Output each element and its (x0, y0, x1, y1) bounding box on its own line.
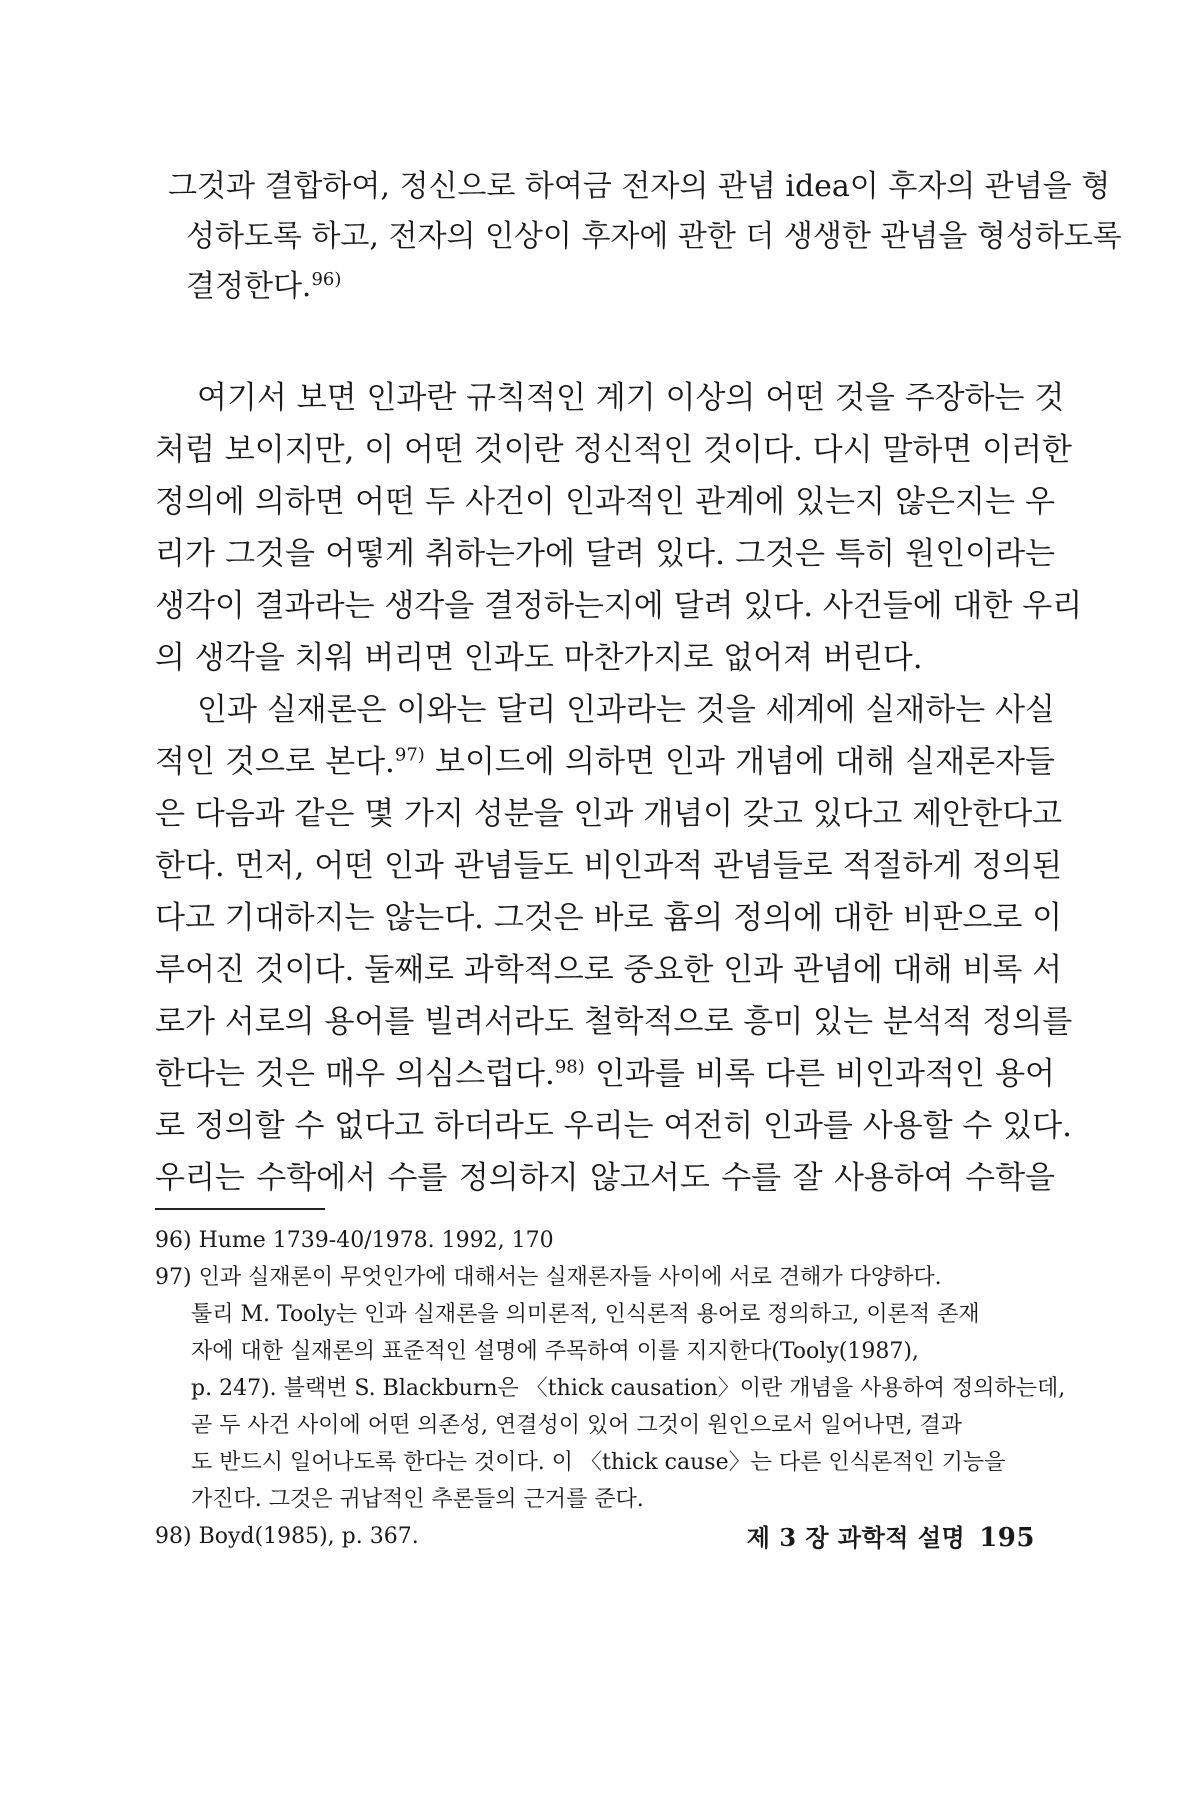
footnote-line: p. 247). 블랙번 S. Blackburn은 〈thick causation〉이란 개념을 사용하여 정의하는데, (191, 1376, 1066, 1401)
page-number: 195 (979, 1523, 1035, 1553)
body-line: 우리는 수학에서 수를 정의하지 않고서도 수를 잘 사용하여 수학을 (155, 1160, 1055, 1196)
body-line: 여기서 보면 인과란 규칙적인 계기 이상의 어떤 것을 주장하는 것 (197, 380, 1065, 416)
body-text-segment: 인과를 비록 다른 비인과적인 용어 (584, 1056, 1055, 1092)
body-line: 한다. 먼저, 어떤 인과 관념들도 비인과적 관념들로 적절하게 정의된 (155, 848, 1063, 884)
body-text-segment: 적인 것으로 본다. (155, 744, 395, 780)
footnote-97 (155, 1259, 1066, 1518)
quote-line (168, 262, 1048, 312)
body-line: 처럼 보이지만, 이 어떤 것이란 정신적인 것이다. 다시 말하면 이러한 (155, 432, 1072, 468)
footnote-line: 가진다. 그것은 귀납적인 추론들의 근거를 준다. (191, 1487, 644, 1512)
body-line (155, 1048, 1055, 1100)
footnote-number: 96) (155, 1228, 192, 1253)
footnote-ref-96[interactable]: 96) (311, 269, 342, 290)
quote-line: 그것과 결합하여, 정신으로 하여금 전자의 관념 idea이 후자의 관념을 형 (168, 169, 1111, 204)
footnote-line (155, 1222, 1055, 1259)
footnote-text: Boyd(1985), p. 367. (198, 1524, 419, 1549)
footnote-divider (155, 1208, 325, 1210)
footnote-line: 곧 두 사건 사이에 어떤 의존성, 연결성이 있어 그것이 원인으로서 일어나면, 결과 (191, 1413, 962, 1438)
block-quote (168, 162, 1122, 312)
footnote-line (155, 1259, 1055, 1296)
body-line: 루어진 것이다. 둘째로 과학적으로 중요한 인과 관념에 대해 비록 서 (155, 952, 1063, 988)
body-line: 정의에 의하면 어떤 두 사건이 인과적인 관계에 있는지 않은지는 우 (155, 484, 1055, 520)
body-line: 다고 기대하지는 않는다. 그것은 바로 흄의 정의에 대한 비판으로 이 (155, 900, 1063, 936)
body-line: 의 생각을 치워 버리면 인과도 마찬가지로 없어져 버린다. (155, 640, 923, 676)
footnote-text: Hume 1739-40/1978. 1992, 170 (198, 1228, 554, 1253)
footnote-ref-97[interactable]: 97) (394, 744, 425, 766)
body-line: 생각이 결과라는 생각을 결정하는지에 달려 있다. 사건들에 대한 우리 (155, 588, 1083, 624)
footnote-line: 자에 대한 실재론의 표준적인 설명에 주목하여 이를 지지한다(Tooly(1987), (191, 1339, 919, 1364)
running-footer (747, 1518, 1035, 1553)
chapter-title: 제 3 장 과학적 설명 (746, 1523, 966, 1552)
body-text-segment: 한다는 것은 매우 의심스럽다. (155, 1056, 555, 1092)
footnote-text: 인과 실재론이 무엇인가에 대해서는 실재론자들 사이에 서로 견해가 다양하다. (198, 1265, 942, 1290)
body-line: 로가 서로의 용어를 빌려서라도 철학적으로 흥미 있는 분석적 정의를 (155, 1004, 1073, 1040)
body-line: 리가 그것을 어떻게 취하는가에 달려 있다. 그것은 특히 원인이라는 (155, 536, 1055, 572)
body-text (155, 372, 1083, 1204)
body-line (155, 736, 1055, 788)
footnote-number: 97) (155, 1265, 192, 1290)
footnote-line: 도 반드시 일어나도록 한다는 것이다. 이 〈thick cause〉는 다른 인식론적인 기능을 (191, 1450, 1006, 1475)
footnotes (155, 1222, 1066, 1555)
footnote-ref-98[interactable]: 98) (554, 1056, 585, 1078)
body-line: 로 정의할 수 없다고 하더라도 우리는 여전히 인과를 사용할 수 있다. (155, 1108, 1072, 1144)
body-line: 인과 실재론은 이와는 달리 인과라는 것을 세계에 실재하는 사실 (197, 692, 1055, 728)
quote-text: 결정한다. (186, 269, 312, 304)
quote-line: 성하도록 하고, 전자의 인상이 후자에 관한 더 생생한 관념을 형성하도록 (186, 219, 1122, 254)
footnote-number: 98) (155, 1524, 192, 1549)
body-text-segment: 보이드에 의하면 인과 개념에 대해 실재론자들 (424, 744, 1055, 780)
footnote-96 (155, 1222, 1055, 1259)
footnote-line: 툴리 M. Tooly는 인과 실재론을 의미론적, 인식론적 용어로 정의하고, 이론적 존재 (191, 1302, 980, 1327)
body-line: 은 다음과 같은 몇 가지 성분을 인과 개념이 갖고 있다고 제안한다고 (155, 796, 1063, 832)
